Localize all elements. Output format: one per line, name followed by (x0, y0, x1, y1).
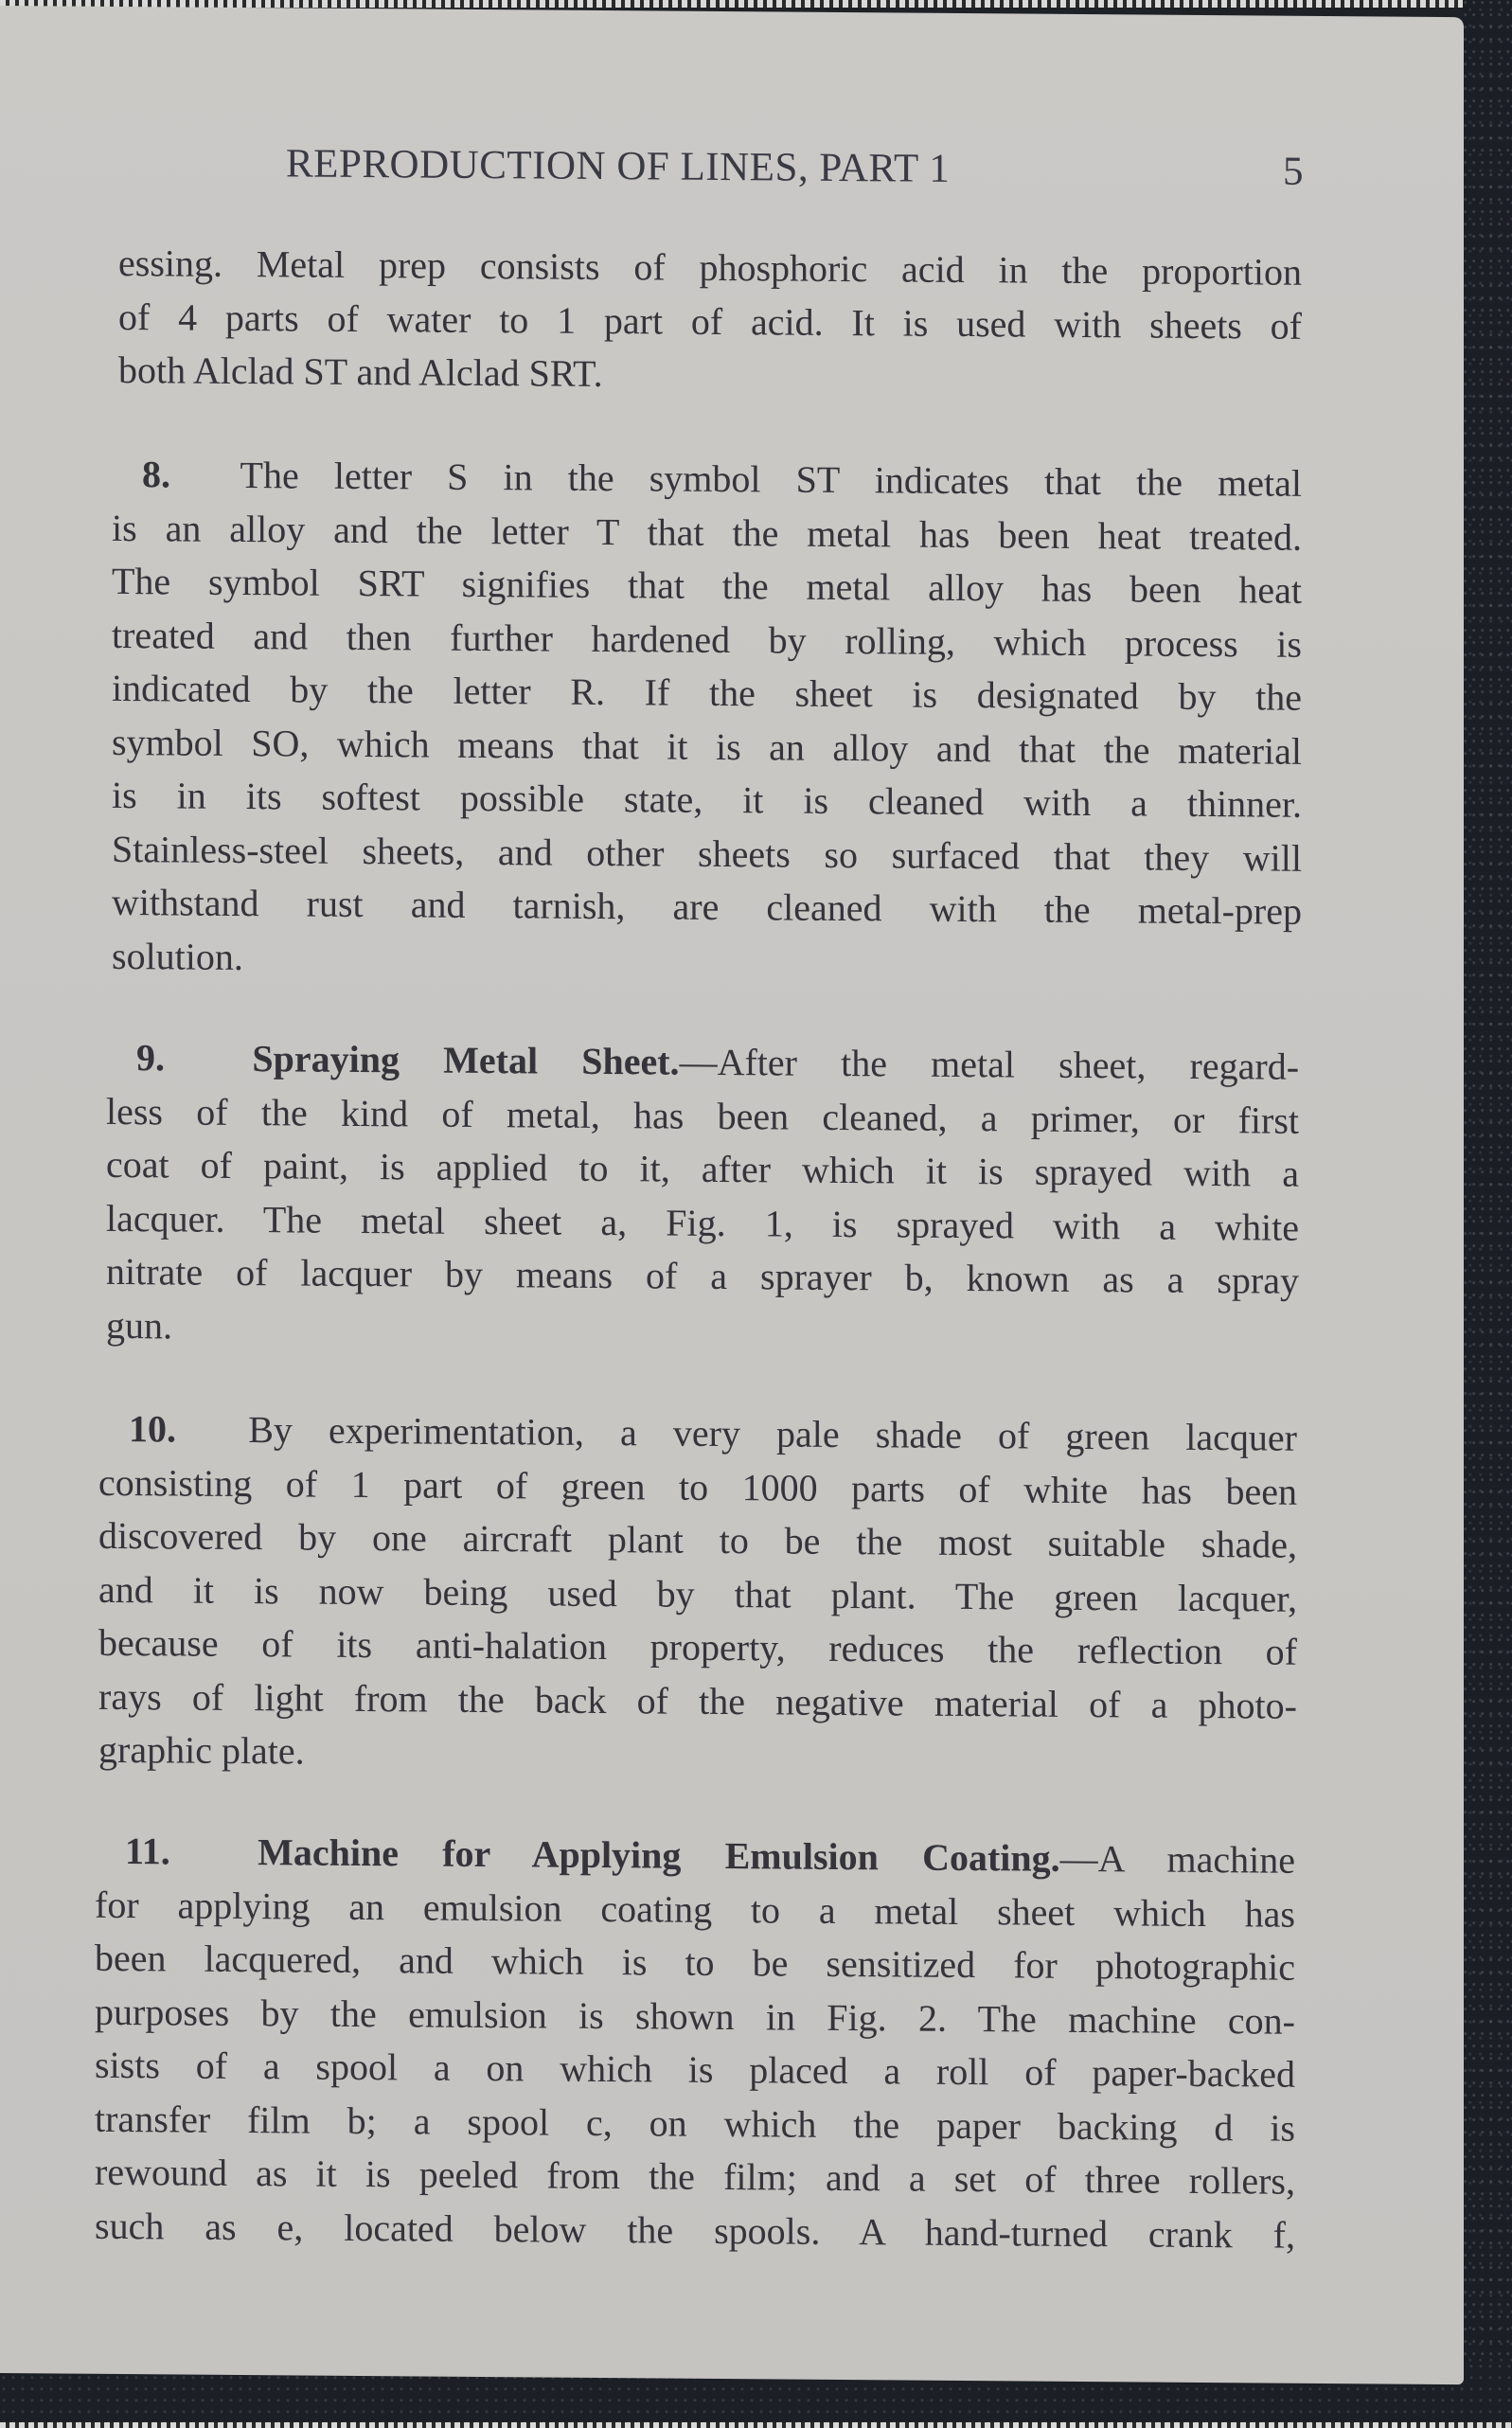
text-line: for applying an emulsion coating to a metal sheet which has (95, 1883, 1295, 1936)
text-line: withstand rust and tarnish, are cleaned with the metal-prep (112, 880, 1302, 933)
section-heading: Machine for Applying Emulsion Coating. (258, 1830, 1060, 1880)
text-line: 10. By experimentation, a very pale shade of green lacquer (129, 1407, 1298, 1459)
text-line: coat of paint, is applied to it, after which it is sprayed with a (106, 1142, 1299, 1195)
text-line: nitrate of lacquer by means of a sprayer b, known as a spray (106, 1249, 1299, 1302)
text-line: less of the kind of metal, has been cleaned, a primer, or first (106, 1089, 1299, 1142)
page-number: 5 (1283, 149, 1304, 194)
paragraph-number: 10. (129, 1407, 176, 1451)
text-line: Stainless-steel sheets, and other sheets so surfaced that they will (112, 827, 1302, 880)
scan-bottom-edge (0, 2422, 1512, 2428)
page-content (0, 6, 1464, 2384)
scan-top-edge (0, 0, 1512, 8)
text-line: transfer film b; a spool c, on which the paper backing d is (95, 2097, 1295, 2150)
dark-backing-right (1463, 0, 1512, 2428)
text-line: because of its anti-halation property, reduces the reflection of (98, 1620, 1297, 1673)
text-line: rewound as it is peeled from the film; and a set of three rollers, (95, 2150, 1295, 2203)
text-line: discovered by one aircraft plant to be the most suitable shade, (98, 1513, 1297, 1566)
text-line: 8. The letter S in the symbol ST indicates that the metal (142, 453, 1302, 505)
text-line: symbol SO, which means that it is an alloy and that the material (112, 720, 1302, 773)
paragraph-11 (95, 1825, 1295, 2262)
text-line: consisting of 1 part of green to 1000 parts of white has been (98, 1460, 1297, 1513)
text-line: The symbol SRT signifies that the metal alloy has been heat (112, 559, 1302, 612)
text-line: been lacquered, and which is to be sensitized for photographic (95, 1936, 1295, 1989)
text-line: essing. Metal prep consists of phosphoric acid in the proportion (118, 241, 1302, 294)
text-line: lacquer. The metal sheet a, Fig. 1, is sprayed with a white (106, 1196, 1299, 1249)
text-line: sists of a spool a on which is placed a roll of paper-backed (95, 2043, 1295, 2096)
paragraph-9 (106, 1031, 1299, 1362)
text-line: indicated by the letter R. If the sheet is designated by the (112, 666, 1302, 719)
text-line: of 4 parts of water to 1 part of acid. It is used with sheets of (118, 295, 1302, 348)
paragraph-number: 11. (125, 1830, 170, 1873)
text-line: 11. Machine for Applying Emulsion Coating.—A machine (125, 1830, 1295, 1882)
text-line: gun. (106, 1303, 172, 1347)
text-line: treated and then further hardened by rolling, which process is (112, 613, 1302, 666)
section-heading: Spraying Metal Sheet. (252, 1037, 680, 1083)
paragraph-continuation (118, 237, 1302, 406)
text-line: rays of light from the back of the negative material of a photo- (98, 1674, 1297, 1727)
running-head (286, 140, 1304, 194)
paragraph-10 (98, 1402, 1297, 1786)
text-line: is an alloy and the letter T that the metal has been heat treated. (112, 506, 1302, 559)
text-line: such as e, located below the spools. A hand-turned crank f, (95, 2204, 1295, 2257)
paragraph-number: 9. (136, 1036, 165, 1080)
book-page (0, 6, 1464, 2384)
running-head-title: REPRODUCTION OF LINES, PART 1 (286, 141, 951, 191)
text-line: 9. Spraying Metal Sheet.—After the metal sheet, regard- (136, 1036, 1300, 1088)
text-line: and it is now being used by that plant. The green lacquer, (98, 1567, 1297, 1620)
text-line: both Alclad ST and Alclad SRT. (118, 348, 603, 396)
paragraph-8 (112, 448, 1302, 992)
text-line: is in its softest possible state, it is cleaned with a thinner. (112, 773, 1302, 826)
paragraph-number: 8. (142, 453, 170, 496)
text-line: purposes by the emulsion is shown in Fig. 2. The machine con- (95, 1990, 1295, 2043)
text-line: solution. (112, 934, 243, 978)
text-line: graphic plate. (98, 1727, 305, 1773)
